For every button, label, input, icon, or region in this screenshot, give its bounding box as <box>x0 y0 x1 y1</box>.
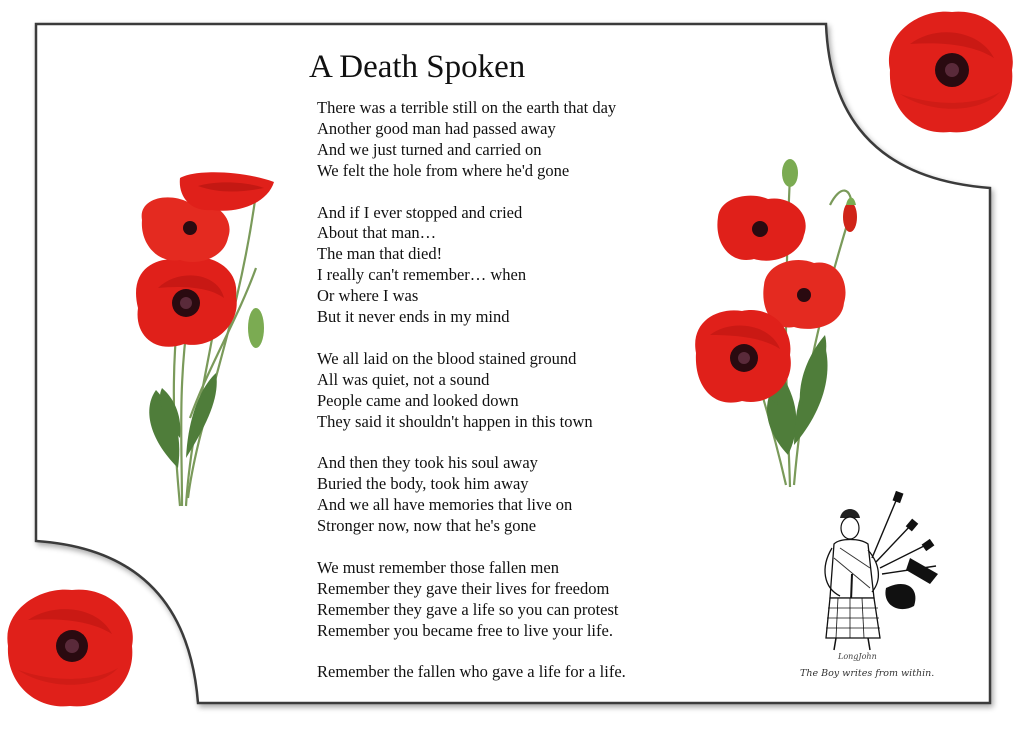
poem-line: And if I ever stopped and cried <box>317 202 523 222</box>
poem-line: Stronger now, now that he's gone <box>317 516 537 536</box>
poem-stanza <box>317 453 626 537</box>
poem-line: We felt the hole from where he'd gone <box>317 160 570 180</box>
poppy-flower <box>136 257 237 347</box>
poem-stanza <box>317 98 626 182</box>
signature-name: LongJohn <box>838 652 877 661</box>
poem-line: And we just turned and carried on <box>317 139 542 159</box>
poppy-bouquet-right <box>690 155 865 490</box>
poem-line: We must remember those fallen men <box>317 557 559 577</box>
signature-tagline: The Boy writes from within. <box>800 668 935 679</box>
poppy-top-right <box>880 4 1020 139</box>
poem-line: About that man… <box>317 223 437 243</box>
poppy-flower <box>695 310 791 403</box>
poem-line: I really can't remember… when <box>317 265 527 285</box>
poem-line: But it never ends in my mind <box>317 307 510 327</box>
poem-line: All was quiet, not a sound <box>317 369 490 389</box>
poem-stanza <box>317 203 626 328</box>
poem-line: They said it shouldn't happen in this town <box>317 411 593 431</box>
poppy-bottom-left <box>2 582 140 714</box>
poem-line: Buried the body, took him away <box>317 474 529 494</box>
poppy-flower <box>180 172 274 211</box>
bagpiper-illustration <box>810 488 945 653</box>
poem-line: And then they took his soul away <box>317 453 538 473</box>
poem-body <box>317 98 626 704</box>
poem-line: There was a terrible still on the earth that day <box>317 98 617 117</box>
poem-line: And we all have memories that live on <box>317 495 573 515</box>
poppy-flower <box>717 196 805 261</box>
poppy-bouquet-left <box>128 168 288 513</box>
poem-line: Remember they gave a life so you can protest <box>317 599 619 619</box>
poem-stanza <box>317 662 626 683</box>
poem-title: A Death Spoken <box>309 49 526 85</box>
poem-line: People came and looked down <box>317 390 519 410</box>
poem-line: Another good man had passed away <box>317 118 556 138</box>
poem-stanza <box>317 558 626 642</box>
poem-line: Remember you became free to live your life. <box>317 620 613 640</box>
poem-line: We all laid on the blood stained ground <box>317 348 577 368</box>
poem-line: Or where I was <box>317 286 419 306</box>
poem-line: The man that died! <box>317 244 443 264</box>
poem-stanza <box>317 349 626 433</box>
poem-line: Remember the fallen who gave a life for a life. <box>317 662 626 682</box>
poem-line: Remember they gave their lives for freedom <box>317 578 610 598</box>
